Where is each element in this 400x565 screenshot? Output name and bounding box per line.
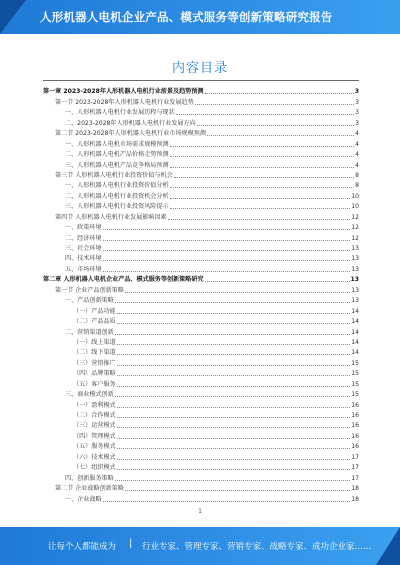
toc-leader-dots [117, 365, 351, 366]
toc-entry-page: 16 [351, 422, 359, 430]
toc-entry-page: 16 [351, 412, 359, 419]
toc-entry-page: 17 [351, 464, 359, 472]
toc-entry-text: 四、创新服务策略 [65, 474, 114, 482]
toc-entry[interactable] [43, 325, 359, 335]
toc-entry-text: （一）产品功能 [73, 307, 116, 315]
toc-entry[interactable] [43, 169, 359, 179]
toc-entry-page: 12 [351, 224, 359, 232]
toc-entry[interactable] [43, 158, 359, 168]
toc-entry[interactable] [43, 221, 359, 231]
toc-entry[interactable] [43, 492, 359, 502]
toc-leader-dots [103, 240, 351, 241]
report-title: 人形机器人电机企业产品、模式服务等创新策略研究报告 [40, 10, 333, 24]
toc-leader-dots [117, 459, 351, 460]
toc-entry[interactable] [43, 252, 359, 262]
toc-entry-page: 13 [351, 297, 359, 305]
toc-entry-text: （四）品牌策略 [73, 370, 116, 378]
toc-leader-dots [117, 313, 351, 314]
toc-entry[interactable] [43, 179, 359, 189]
toc-leader-dots [170, 187, 355, 188]
toc-entry-text: （五）服务模式 [73, 443, 116, 451]
toc-entry-text: （二）合作模式 [73, 412, 116, 419]
toc-entry-text: 第一节 2023-2028年人形机器人电机行业发展趋势 [55, 98, 194, 106]
toc-entry-text: （五）客户服务 [73, 380, 116, 388]
toc-entry-text: 二、经济环境 [65, 234, 102, 242]
toc-entry-page: 13 [351, 286, 359, 294]
toc-entry[interactable] [43, 461, 359, 471]
toc-entry-page: 18 [351, 485, 359, 493]
toc-entry-text: 二、人形机器人电机行业投资机会分析 [65, 192, 169, 200]
toc-entry[interactable] [43, 148, 359, 158]
toc-entry[interactable] [43, 127, 359, 137]
toc-leader-dots [115, 334, 350, 335]
toc-entry-page: 3 [355, 119, 359, 127]
toc-leader-dots [115, 396, 350, 397]
toc-entry[interactable] [43, 409, 359, 419]
table-of-contents [43, 85, 359, 503]
toc-leader-dots [117, 407, 351, 408]
toc-entry-text: 第二节 2023-2028年人形机器人电机行业市场规模预测 [55, 130, 206, 138]
toc-leader-dots [170, 156, 355, 157]
toc-entry-page: 15 [351, 391, 359, 399]
toc-entry-page: 4 [355, 151, 359, 159]
toc-entry[interactable] [43, 367, 359, 377]
toc-entry-text: 第一节 企业产品创新策略 [55, 286, 124, 294]
toc-entry-page: 8 [355, 182, 359, 190]
toc-entry-text: 一、产品创新策略 [65, 297, 114, 305]
toc-entry-page: 12 [351, 213, 359, 221]
toc-entry-text: （三）运营模式 [73, 422, 116, 430]
toc-entry-text: （六）技术模式 [73, 453, 116, 461]
footer-banner [0, 527, 400, 565]
toc-entry-text: （四）管理模式 [73, 432, 116, 440]
toc-entry[interactable] [43, 471, 359, 481]
toc-chapter-entry[interactable] [43, 85, 359, 95]
header-corner-decoration [0, 0, 26, 34]
toc-leader-dots [103, 229, 351, 230]
toc-leader-dots [103, 501, 351, 502]
toc-leader-dots [176, 114, 354, 115]
toc-entry-text: 三、人形机器人电机产品竞争格局预测 [65, 161, 169, 169]
toc-leader-dots [125, 292, 350, 293]
toc-entry-page: 16 [351, 443, 359, 451]
toc-entry-page: 13 [351, 255, 359, 263]
toc-entry-page: 4 [355, 130, 359, 138]
toc-entry-text: （一）盈利模式 [73, 401, 116, 409]
toc-leader-dots [117, 375, 351, 376]
toc-entry[interactable] [43, 346, 359, 356]
toc-entry-page: 4 [355, 140, 359, 148]
toc-entry[interactable] [43, 398, 359, 408]
toc-entry-page: 4 [355, 161, 359, 169]
toc-entry-page: 10 [351, 203, 359, 211]
toc-chapter-entry[interactable] [43, 273, 359, 283]
toc-entry-page: 3 [354, 88, 359, 96]
toc-entry[interactable] [43, 95, 359, 105]
toc-leader-dots [170, 167, 355, 168]
toc-entry-page: 3 [355, 109, 359, 117]
toc-heading: 内容目录 [171, 61, 228, 76]
toc-entry[interactable] [43, 242, 359, 252]
toc-entry-page: 15 [351, 380, 359, 388]
toc-entry-text: 第二章 人形机器人电机企业产品、模式服务等创新策略研究 [43, 276, 204, 284]
toc-entry-text: 一、政策环境 [65, 224, 102, 232]
toc-entry-page: 14 [351, 318, 359, 326]
toc-entry-text: 一、人形机器人电机行业投资价值分析 [65, 182, 169, 190]
header-banner [0, 0, 400, 34]
toc-leader-dots [117, 354, 351, 355]
toc-entry-page: 10 [351, 192, 359, 200]
toc-leader-dots [117, 417, 351, 418]
footer-slogan: 让每个人都能成为 [48, 542, 117, 552]
toc-leader-dots [207, 135, 354, 136]
toc-entry-page: 13 [351, 265, 359, 273]
toc-entry-text: 二、营销渠道创新 [65, 328, 114, 336]
toc-entry-text: （二）线下渠道 [73, 349, 116, 357]
toc-leader-dots [117, 438, 351, 439]
toc-entry[interactable] [43, 377, 359, 387]
page-number: 1 [198, 508, 202, 515]
toc-entry-page: 17 [351, 453, 359, 461]
toc-leader-dots [170, 198, 351, 199]
toc-entry-text: 五、市场环境 [65, 265, 102, 273]
toc-entry-page: 12 [351, 234, 359, 242]
toc-leader-dots [103, 271, 351, 272]
toc-leader-dots [170, 146, 355, 147]
toc-entry[interactable] [43, 200, 359, 210]
toc-entry-page: 14 [351, 307, 359, 315]
toc-entry[interactable] [43, 137, 359, 147]
toc-entry-text: 四、技术环境 [65, 255, 102, 263]
toc-entry[interactable] [43, 210, 359, 220]
toc-leader-dots [170, 208, 351, 209]
toc-entry-page: 17 [351, 474, 359, 482]
toc-leader-dots [204, 93, 353, 94]
toc-leader-dots [117, 469, 351, 470]
toc-entry[interactable] [43, 231, 359, 241]
toc-leader-dots [174, 177, 354, 178]
toc-entry-text: 一、企业战略 [65, 495, 102, 503]
toc-entry[interactable] [43, 336, 359, 346]
toc-entry-text: （一）线上渠道 [73, 338, 116, 346]
footer-corner-decoration [376, 527, 400, 565]
toc-entry-page: 15 [351, 370, 359, 378]
toc-leader-dots [168, 219, 351, 220]
toc-leader-dots [103, 250, 351, 251]
toc-entry-page: 15 [351, 359, 359, 367]
toc-leader-dots [195, 104, 354, 105]
toc-entry-text: 三、人形机器人电机行业投资风险提示 [65, 203, 169, 211]
toc-leader-dots [125, 490, 350, 491]
toc-entry[interactable] [43, 419, 359, 429]
toc-entry[interactable] [43, 429, 359, 439]
toc-entry[interactable] [43, 440, 359, 450]
toc-entry[interactable] [43, 116, 359, 126]
toc-entry-text: 二、2023-2028年人形机器人电机行业发展方向 [65, 119, 196, 127]
footer-separator: | [129, 538, 133, 549]
toc-leader-dots [117, 323, 351, 324]
toc-entry-page: 14 [351, 338, 359, 346]
toc-entry[interactable] [43, 294, 359, 304]
toc-leader-dots [115, 480, 350, 481]
toc-entry-text: （二）产品品质 [73, 318, 116, 326]
toc-entry[interactable] [43, 106, 359, 116]
toc-entry-text: 三、商业模式创新 [65, 391, 114, 399]
toc-entry[interactable] [43, 482, 359, 492]
toc-leader-dots [205, 281, 350, 282]
toc-entry[interactable] [43, 189, 359, 199]
toc-leader-dots [197, 125, 354, 126]
toc-entry-page: 8 [355, 171, 359, 179]
toc-entry[interactable] [43, 304, 359, 314]
toc-leader-dots [117, 427, 351, 428]
toc-entry-text: （三）营销推广 [73, 359, 116, 367]
toc-entry-text: 一、人形机器人电机行业发展历程与现状 [65, 109, 175, 117]
toc-entry[interactable] [43, 388, 359, 398]
toc-entry[interactable] [43, 315, 359, 325]
toc-entry-page: 18 [351, 495, 359, 503]
toc-entry-text: 三、社会环境 [65, 245, 102, 252]
toc-entry[interactable] [43, 450, 359, 460]
toc-entry[interactable] [43, 283, 359, 293]
toc-entry[interactable] [43, 356, 359, 366]
toc-entry-text: 第三节 人形机器人电机行业投资价值与机会 [55, 171, 173, 179]
toc-leader-dots [103, 260, 351, 261]
toc-entry-page: 13 [350, 276, 359, 284]
toc-entry-text: 二、人形机器人电机产品价格走势预测 [65, 151, 169, 159]
toc-divider [43, 80, 359, 81]
toc-entry-text: 第二节 企业战略创新策略 [55, 485, 124, 493]
toc-entry-text: （七）组织模式 [73, 464, 116, 472]
toc-entry[interactable] [43, 262, 359, 272]
toc-entry-page: 16 [351, 432, 359, 440]
toc-leader-dots [117, 344, 351, 345]
toc-entry-page: 14 [351, 328, 359, 336]
toc-entry-page: 13 [351, 245, 359, 252]
toc-entry-page: 3 [355, 98, 359, 106]
toc-entry-text: 第四节 人形机器人电机行业发展影响因素 [55, 213, 167, 221]
footer-tagline: 行业专家、管理专家、营销专家、战略专家、成功企业家…… [142, 542, 372, 552]
toc-leader-dots [117, 386, 351, 387]
toc-entry-text: 第一章 2023-2028年人形机器人电机行业前景及趋势预测 [43, 88, 204, 96]
toc-entry-page: 14 [351, 349, 359, 357]
toc-leader-dots [115, 302, 350, 303]
toc-entry-page: 16 [351, 401, 359, 409]
toc-leader-dots [117, 448, 351, 449]
toc-entry-text: 一、人形机器人电机市场需求规模预测 [65, 140, 169, 148]
